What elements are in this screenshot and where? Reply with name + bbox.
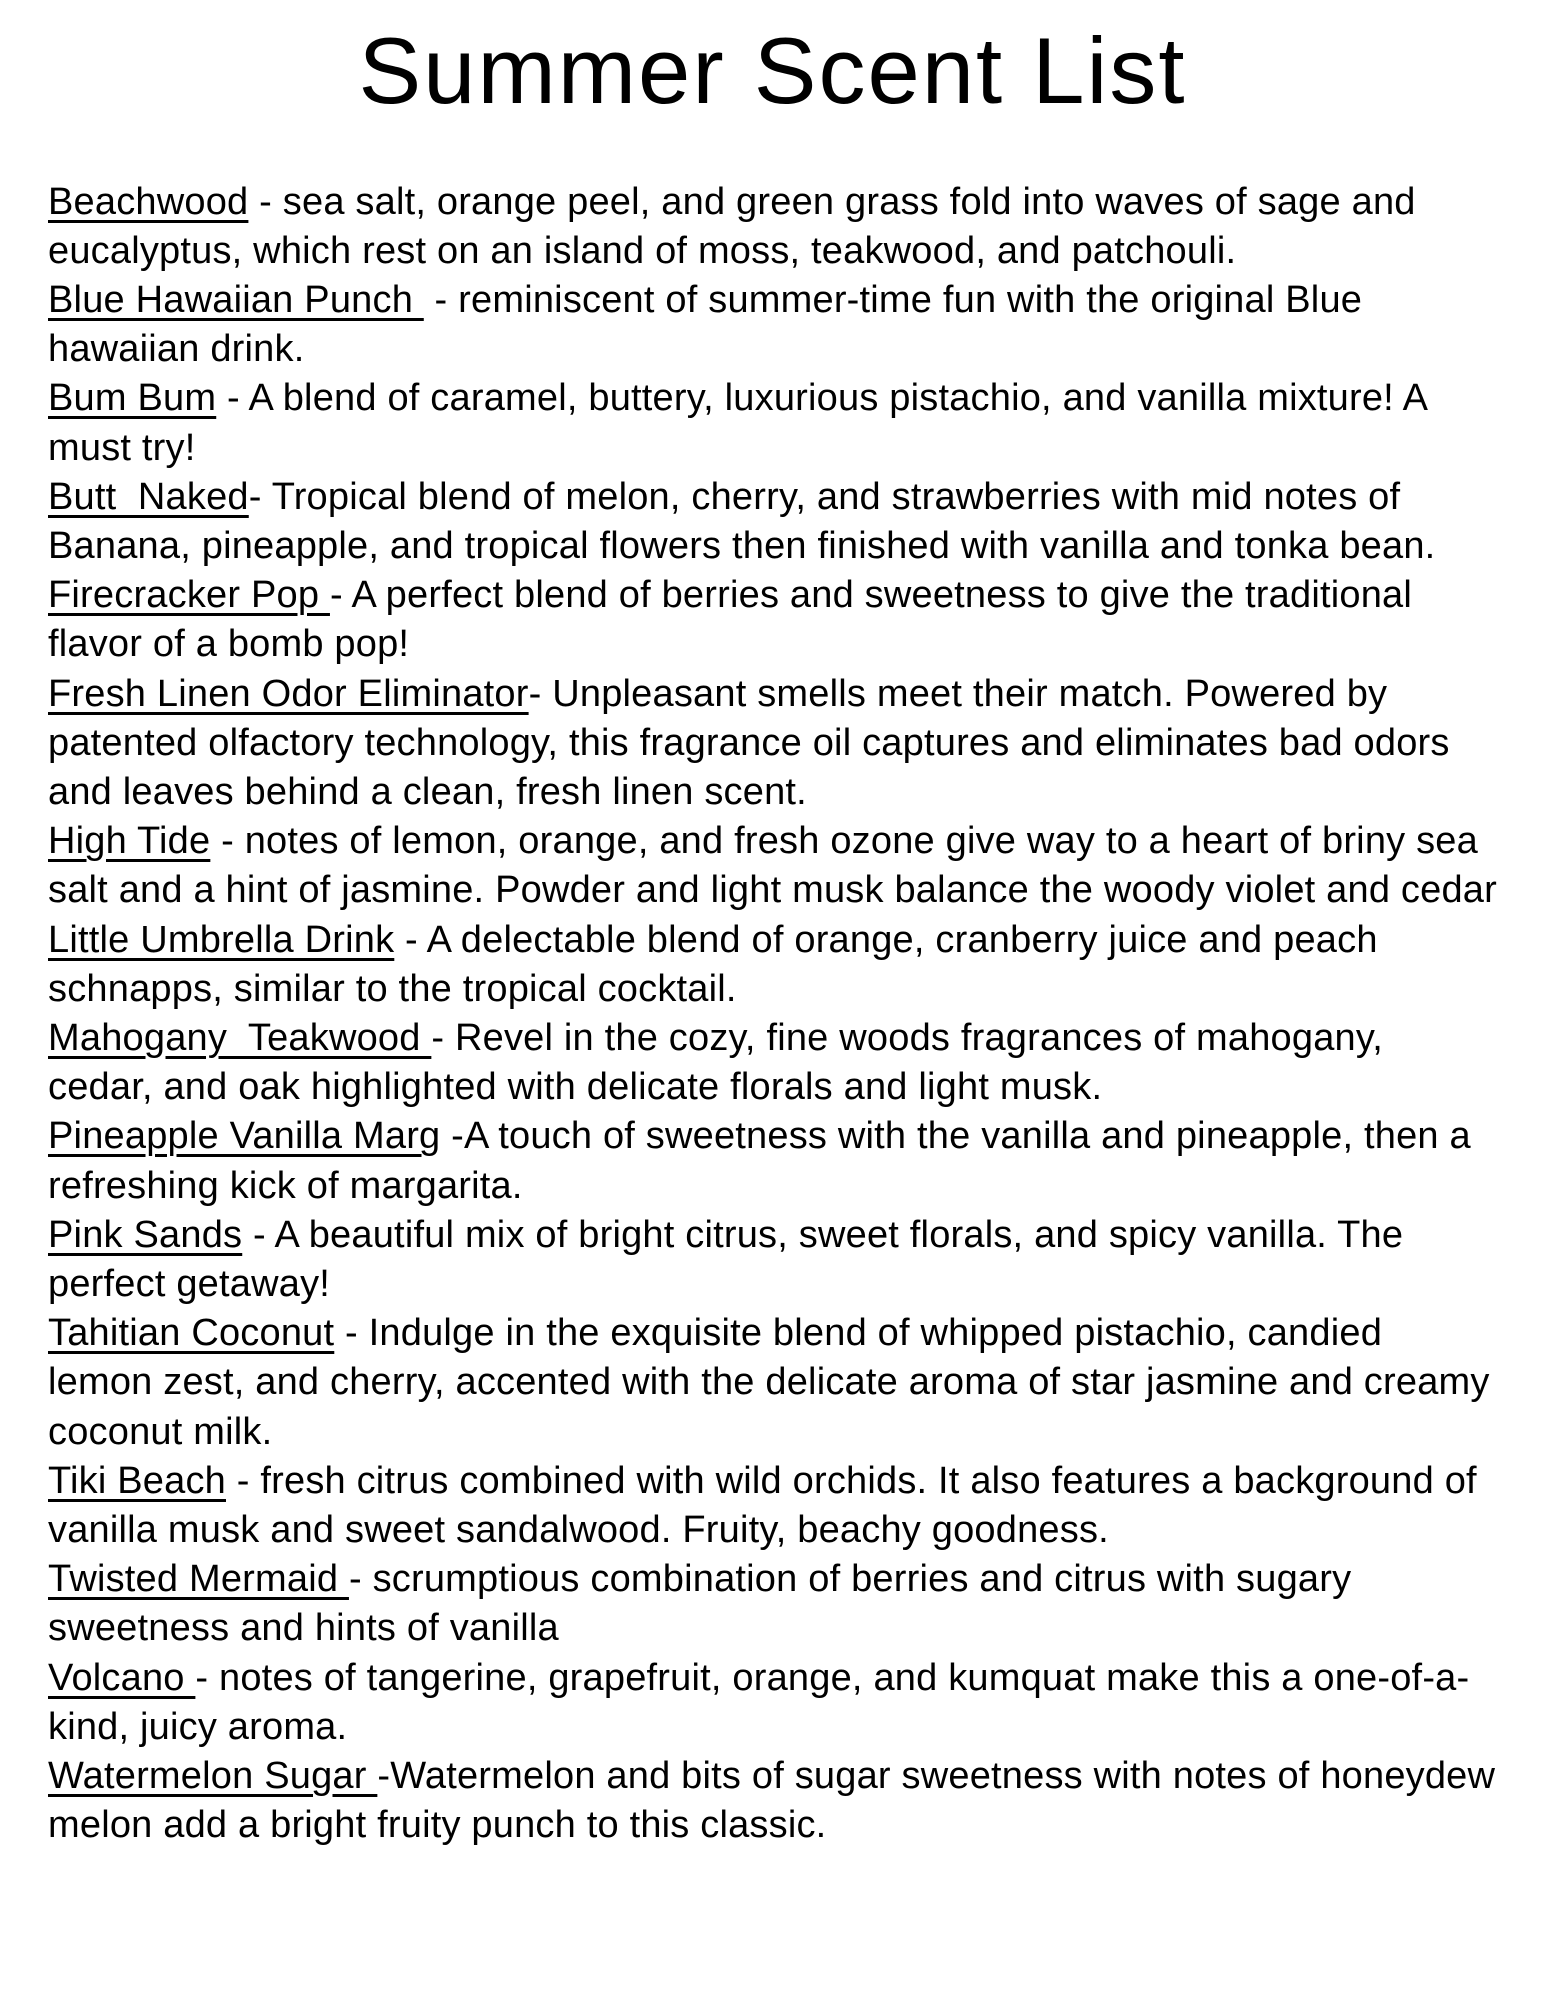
scent-name: Mahogany Teakwood — [48, 1016, 432, 1059]
scent-description: A touch of sweetness with the vanilla and pineapple, then a refreshing kick of margarita. — [48, 1115, 1482, 1207]
scent-item — [48, 1555, 1497, 1653]
scent-name: Volcano — [48, 1656, 196, 1699]
scent-description: Watermelon and bits of sugar sweetness with notes of honeydew melon add a bright fruity punch to this classic. — [48, 1755, 1506, 1847]
scent-item — [48, 1309, 1501, 1457]
scent-description: sea salt, orange peel, and green grass fold into waves of sage and eucalyptus, which rest on an island of moss, teakwood, and patchouli. — [48, 180, 1427, 272]
scent-item — [48, 1752, 1506, 1850]
scent-description: A delectable blend of orange, cranberry juice and peach schnapps, similar to the tropical cocktail. — [48, 918, 1389, 1010]
scent-description: notes of tangerine, grapefruit, orange, and kumquat make this a one-of-a-kind, juicy aroma. — [48, 1656, 1470, 1748]
scent-description: fresh citrus combined with wild orchids. It also features a background of vanilla musk and sweet sandalwood. Fruity, beachy goodness. — [48, 1459, 1488, 1551]
scent-separator: - — [329, 574, 352, 617]
scent-description: Indulge in the exquisite blend of whipped pistachio, candied lemon zest, and cherry, accented with the delicate aroma of star jasmine and creamy coconut milk. — [48, 1312, 1501, 1453]
scent-name: Beachwood — [48, 180, 249, 223]
scent-name: Pineapple Vanilla Marg — [48, 1115, 441, 1158]
scent-item — [48, 571, 1497, 669]
scent-name: Twisted Mermaid — [48, 1558, 349, 1601]
scent-separator: - — [348, 1558, 373, 1601]
scent-separator: - — [226, 1459, 261, 1502]
scent-name: Fresh Linen Odor Eliminator — [48, 672, 529, 715]
scent-separator: - — [334, 1312, 369, 1355]
scent-name: High Tide — [48, 820, 211, 863]
scent-separator: - — [248, 180, 283, 223]
scent-item — [48, 276, 1497, 374]
scent-separator: - — [195, 1656, 220, 1699]
scent-item — [48, 916, 1497, 1014]
scent-name: Firecracker Pop — [48, 574, 330, 617]
scent-separator: - — [394, 918, 427, 961]
scent-separator: - — [423, 278, 459, 321]
scent-separator: - — [440, 1115, 465, 1158]
scent-separator: - — [242, 1213, 275, 1256]
scent-name: Bum Bum — [48, 377, 217, 420]
scent-separator: - — [210, 820, 245, 863]
scent-description: reminiscent of summer-time fun with the original Blue hawaiian drink. — [48, 278, 1373, 371]
scent-description: A perfect blend of berries and sweetness to give the traditional flavor of a bomb pop! — [48, 574, 1423, 666]
scent-name: Blue Hawaiian Punch — [48, 278, 424, 321]
scent-item — [48, 1654, 1497, 1752]
scent-name: Pink Sands — [48, 1213, 243, 1256]
scent-description: scrumptious combination of berries and citrus with sugary sweetness and hints of vanilla — [48, 1558, 1363, 1650]
scent-name: Butt Naked — [48, 475, 249, 518]
scent-item — [48, 374, 1497, 472]
scent-name: Tahitian Coconut — [48, 1312, 335, 1355]
scent-separator: - — [248, 475, 272, 518]
scent-list — [48, 178, 1506, 1851]
scent-name: Tiki Beach — [48, 1459, 226, 1502]
scent-description: A blend of caramel, buttery, luxurious pistachio, and vanilla mixture! A must try! — [48, 377, 1437, 469]
scent-item — [48, 1014, 1497, 1112]
scent-item — [48, 178, 1497, 276]
scent-item — [48, 1457, 1497, 1555]
scent-item — [48, 1211, 1497, 1309]
scent-separator: - — [528, 672, 553, 715]
scent-description: A beautiful mix of bright citrus, sweet florals, and spicy vanilla. The perfect getaway! — [48, 1213, 1414, 1305]
scent-item — [48, 1112, 1497, 1210]
scent-separator: - — [216, 377, 249, 420]
scent-separator: - — [431, 1016, 455, 1059]
scent-item — [48, 473, 1497, 571]
scent-item — [48, 670, 1497, 818]
scent-separator: - — [377, 1755, 391, 1798]
scent-name: Watermelon Sugar — [48, 1755, 378, 1798]
scent-description: Tropical blend of melon, cherry, and strawberries with mid notes of Banana, pineapple, and tropical flowers then finished with vanilla and tonka bean. — [48, 475, 1436, 567]
scent-name: Little Umbrella Drink — [48, 918, 395, 961]
scent-description: Unpleasant smells meet their match. Powered by patented olfactory technology, this fragrance oil captures and eliminates bad odors and leaves behind a clean, fresh linen scent. — [48, 672, 1461, 813]
scent-item — [48, 817, 1497, 915]
page-title: Summer Scent List — [358, 18, 1187, 123]
scent-description: Revel in the cozy, fine woods fragrances of mahogany, cedar, and oak highlighted with delicate florals and light musk. — [48, 1016, 1394, 1109]
scent-description: notes of lemon, orange, and fresh ozone give way to a heart of briny sea salt and a hint of jasmine. Powder and light musk balance the woody violet and cedar — [48, 820, 1497, 912]
